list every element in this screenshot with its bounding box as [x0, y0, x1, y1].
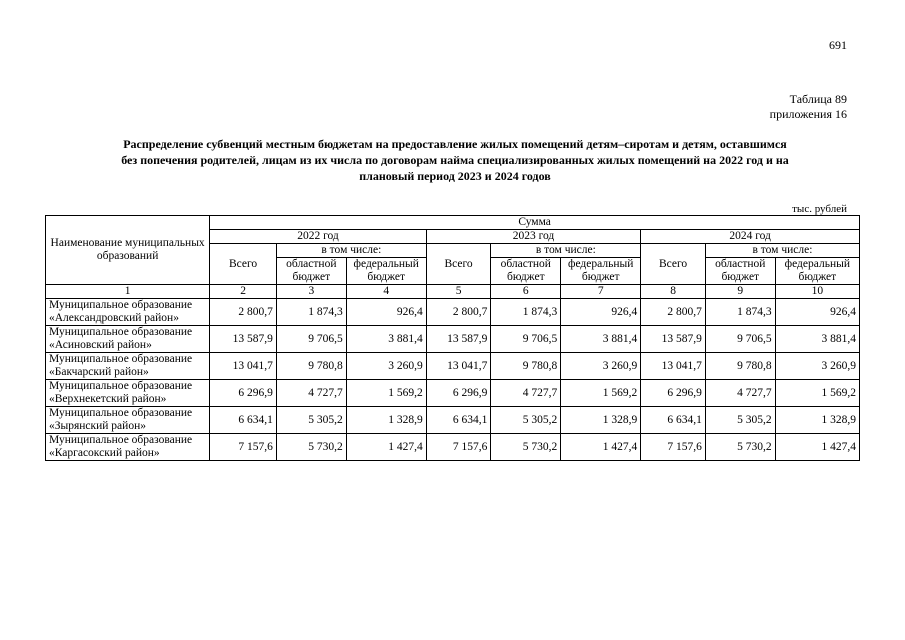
value-cell: 1 569,2: [561, 380, 641, 407]
value-cell: 9 706,5: [705, 326, 775, 353]
column-number: 7: [561, 285, 641, 299]
value-cell: 13 041,7: [210, 353, 277, 380]
column-number: 3: [276, 285, 346, 299]
header-including-2023: в том числе:: [491, 244, 641, 258]
value-cell: 1 874,3: [705, 299, 775, 326]
column-number: 1: [46, 285, 210, 299]
value-cell: 6 296,9: [641, 380, 706, 407]
column-number: 9: [705, 285, 775, 299]
title-line-3: плановый период 2023 и 2024 годов: [359, 169, 551, 183]
value-cell: 3 260,9: [775, 353, 859, 380]
header-year-2023: 2023 год: [426, 230, 640, 244]
value-cell: 6 634,1: [426, 407, 491, 434]
units-label: тыс. рублей: [792, 203, 847, 215]
header-regional-2024: областной бюджет: [705, 258, 775, 285]
value-cell: 5 730,2: [276, 434, 346, 461]
page-number: 691: [829, 38, 847, 52]
header-year-2024: 2024 год: [641, 230, 860, 244]
value-cell: 2 800,7: [426, 299, 491, 326]
table-number: Таблица 89: [789, 92, 847, 106]
value-cell: 5 730,2: [705, 434, 775, 461]
header-regional-2022: областной бюджет: [276, 258, 346, 285]
header-total-2023: Всего: [426, 244, 491, 285]
header-total-2022: Всего: [210, 244, 277, 285]
value-cell: 4 727,7: [276, 380, 346, 407]
document-title: [60, 136, 850, 184]
municipality-name: Муниципальное образование «Зырянский район»: [46, 407, 210, 434]
value-cell: 3 881,4: [561, 326, 641, 353]
value-cell: 1 427,4: [561, 434, 641, 461]
value-cell: 4 727,7: [705, 380, 775, 407]
column-number: 6: [491, 285, 561, 299]
value-cell: 13 041,7: [641, 353, 706, 380]
municipality-name: Муниципальное образование «Александровский район»: [46, 299, 210, 326]
value-cell: 2 800,7: [210, 299, 277, 326]
column-number: 10: [775, 285, 859, 299]
municipality-name: Муниципальное образование «Асиновский район»: [46, 326, 210, 353]
value-cell: 3 881,4: [775, 326, 859, 353]
column-number: 8: [641, 285, 706, 299]
table-label: [770, 92, 847, 122]
value-cell: 6 296,9: [426, 380, 491, 407]
value-cell: 1 569,2: [775, 380, 859, 407]
table-row: [46, 299, 860, 326]
column-number: 4: [346, 285, 426, 299]
value-cell: 13 587,9: [210, 326, 277, 353]
value-cell: 9 780,8: [276, 353, 346, 380]
header-federal-2023: федеральный бюджет: [561, 258, 641, 285]
value-cell: 926,4: [561, 299, 641, 326]
value-cell: 3 881,4: [346, 326, 426, 353]
value-cell: 5 305,2: [276, 407, 346, 434]
value-cell: 3 260,9: [346, 353, 426, 380]
header-regional-2023: областной бюджет: [491, 258, 561, 285]
value-cell: 2 800,7: [641, 299, 706, 326]
value-cell: 6 634,1: [641, 407, 706, 434]
value-cell: 7 157,6: [426, 434, 491, 461]
column-number: 5: [426, 285, 491, 299]
table-row: [46, 434, 860, 461]
municipality-name: Муниципальное образование «Верхнекетский район»: [46, 380, 210, 407]
value-cell: 6 634,1: [210, 407, 277, 434]
value-cell: 926,4: [346, 299, 426, 326]
value-cell: 7 157,6: [641, 434, 706, 461]
value-cell: 1 569,2: [346, 380, 426, 407]
table-row: [46, 353, 860, 380]
value-cell: 5 305,2: [491, 407, 561, 434]
table-row: [46, 380, 860, 407]
header-federal-2022: федеральный бюджет: [346, 258, 426, 285]
header-year-2022: 2022 год: [210, 230, 427, 244]
value-cell: 9 780,8: [491, 353, 561, 380]
value-cell: 9 780,8: [705, 353, 775, 380]
value-cell: 1 874,3: [276, 299, 346, 326]
municipality-name: Муниципальное образование «Каргасокский район»: [46, 434, 210, 461]
value-cell: 13 587,9: [426, 326, 491, 353]
header-including-2022: в том числе:: [276, 244, 426, 258]
table-row: [46, 407, 860, 434]
column-number: 2: [210, 285, 277, 299]
value-cell: 3 260,9: [561, 353, 641, 380]
appendix-number: приложения 16: [769, 107, 847, 121]
title-line-2: без попечения родителей, лицам из их числа по договорам найма специализированных жилых помещений на 2022 год и на: [121, 153, 789, 167]
value-cell: 13 041,7: [426, 353, 491, 380]
value-cell: 5 730,2: [491, 434, 561, 461]
value-cell: 926,4: [775, 299, 859, 326]
value-cell: 1 874,3: [491, 299, 561, 326]
header-including-2024: в том числе:: [705, 244, 859, 258]
column-number-row: [46, 285, 860, 299]
value-cell: 9 706,5: [491, 326, 561, 353]
value-cell: 1 328,9: [346, 407, 426, 434]
title-line-1: Распределение субвенций местным бюджетам на предоставление жилых помещений детям–сиротам и детям, оставшимся: [123, 137, 787, 151]
header-row-sum: [46, 216, 860, 230]
value-cell: 7 157,6: [210, 434, 277, 461]
value-cell: 13 587,9: [641, 326, 706, 353]
value-cell: 1 328,9: [561, 407, 641, 434]
value-cell: 5 305,2: [705, 407, 775, 434]
value-cell: 4 727,7: [491, 380, 561, 407]
value-cell: 9 706,5: [276, 326, 346, 353]
value-cell: 1 328,9: [775, 407, 859, 434]
header-name-column: Наименование муниципальных образований: [46, 216, 210, 285]
header-total-2024: Всего: [641, 244, 706, 285]
subventions-table: [45, 215, 860, 461]
header-federal-2024: федеральный бюджет: [775, 258, 859, 285]
value-cell: 1 427,4: [775, 434, 859, 461]
table-row: [46, 326, 860, 353]
value-cell: 1 427,4: [346, 434, 426, 461]
municipality-name: Муниципальное образование «Бакчарский район»: [46, 353, 210, 380]
header-sum: Сумма: [210, 216, 860, 230]
value-cell: 6 296,9: [210, 380, 277, 407]
